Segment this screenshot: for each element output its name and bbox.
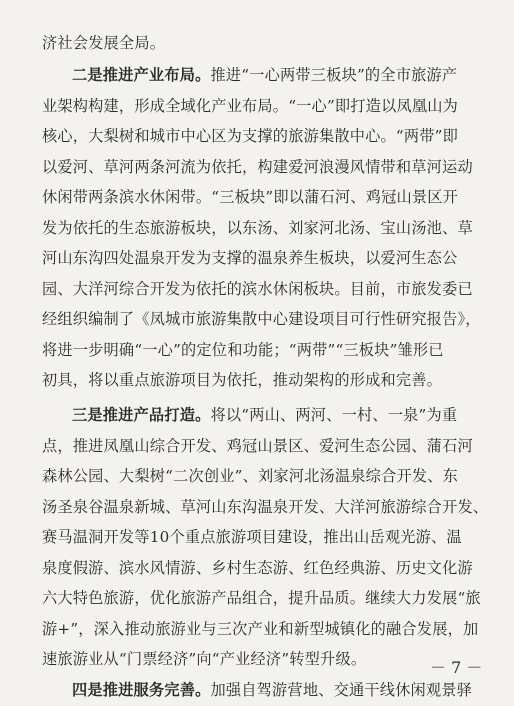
paragraph-line: [42, 436, 492, 456]
line-text: 济社会发展全局。: [42, 34, 166, 52]
paragraph-line: [42, 309, 492, 329]
line-text: 核心，大梨树和城市中心区为支撑的旅游集散中心。“两带”即: [42, 127, 459, 145]
paragraph-line: [42, 497, 492, 517]
line-text: 森林公园、大梨树“二次创业”、刘家河北汤温泉综合开发、东: [42, 467, 459, 485]
paragraph-line: [42, 340, 492, 360]
paragraph-line: [42, 588, 492, 608]
line-text: 六大特色旅游，优化旅游产品组合，提升品质。继续大力发展“旅: [42, 589, 481, 607]
line-text: 经组织编制了《凤城市旅游集散中心建设项目可行性研究报告》，: [42, 310, 481, 328]
paragraph-line: [42, 126, 492, 146]
line-text: 点，推进凤凰山综合开发、鸡冠山景区、爱河生态公园、蒲石河: [42, 437, 473, 455]
line-text: 将进一步明确“一心”的定位和功能；“两带”“三板块”雏形已: [42, 341, 444, 359]
paragraph-line: [72, 680, 492, 700]
paragraph-line: [42, 96, 492, 116]
line-text: 休闲带两条滨水休闲带。“三板块”即以蒲石河、鸡冠山景区开: [42, 188, 459, 206]
line-text: 速旅游业从“门票经济”向“产业经济”转型升级。: [42, 650, 367, 668]
paragraph-line: [42, 157, 492, 177]
line-text: 加强自驾游营地、交通干线休闲观景驿: [210, 681, 473, 699]
paragraph-line: [42, 218, 492, 238]
line-text: 汤圣泉谷温泉新城、草河山东沟温泉开发、大洋河旅游综合开发、: [42, 498, 489, 516]
paragraph-line: [42, 619, 492, 639]
paragraph-line: [42, 370, 492, 390]
paragraph-line: [42, 466, 492, 486]
paragraph-line: [72, 65, 492, 85]
line-text: 园、大洋河综合开发为依托的滨水休闲板块。目前，市旅发委已: [42, 280, 473, 298]
paragraph-line: [72, 405, 492, 425]
line-text: 以爱河、草河两条河流为依托，构建爱河浪漫风情带和草河运动: [42, 158, 473, 176]
section-heading: 四是推进服务完善。: [72, 681, 211, 699]
line-text: 业架构构建，形成全域化产业布局。“一心”即打造以凤凰山为: [42, 97, 459, 115]
page-number: － 7 －: [430, 658, 483, 677]
paragraph-line: [42, 558, 492, 578]
line-text: 泉度假游、滨水风情游、乡村生态游、红色经典游、历史文化游: [42, 559, 473, 577]
line-text: 河山东沟四处温泉开发为支撑的温泉养生板块，以爱河生态公: [42, 249, 458, 267]
paragraph-line: [42, 527, 492, 547]
paragraph-line: [42, 248, 492, 268]
section-heading: 二是推进产业布局。: [72, 66, 211, 84]
line-text: 推进“一心两带三板块”的全市旅游产: [210, 66, 458, 84]
line-text: 赛马温洞开发等10个重点旅游项目建设，推出山岳观光游、温: [42, 528, 462, 546]
line-text: 游+”，深入推动旅游业与三次产业和新型城镇化的融合发展，加: [42, 620, 479, 638]
line-text: 发为依托的生态旅游板块，以东汤、刘家河北汤、宝山汤池、草: [42, 219, 473, 237]
paragraph-line: [42, 33, 492, 53]
paragraph-line: [42, 279, 492, 299]
line-text: 初具，将以重点旅游项目为依托，推动架构的形成和完善。: [42, 371, 443, 389]
section-heading: 三是推进产品打造。: [72, 406, 211, 424]
line-text: 将以“两山、两河、一村、一泉”为重: [210, 406, 458, 424]
paragraph-line: [42, 187, 492, 207]
paragraph-line: [42, 649, 492, 669]
